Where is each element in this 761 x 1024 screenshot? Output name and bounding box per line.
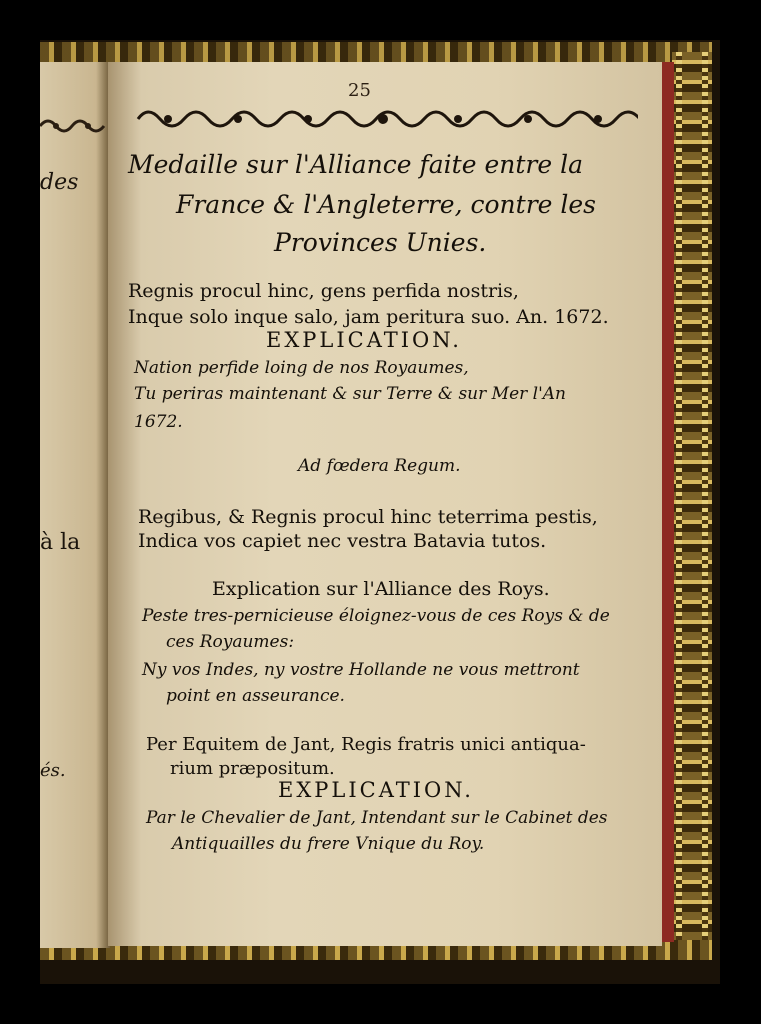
right-page: [108, 62, 662, 946]
title-line: Provinces Unies.: [274, 228, 487, 257]
french-verse-line: Par le Chevalier de Jant, Intendant sur le Cabinet des: [146, 808, 608, 828]
latin-verse-line: Regnis procul hinc, gens perfida nostris,: [128, 280, 519, 302]
french-verse-line: ces Royaumes:: [166, 632, 295, 652]
french-verse-line: Nation perfide loing de nos Royaumes,: [134, 358, 469, 378]
explication-heading: EXPLICATION.: [278, 778, 474, 802]
left-fragment: des: [40, 170, 79, 195]
french-verse-line: Ny vos Indes, ny vostre Hollande ne vous mettront: [142, 660, 580, 680]
page-number: 25: [348, 80, 371, 101]
latin-verse-line: Inque solo inque salo, jam peritura suo. An. 1672.: [128, 306, 609, 328]
left-fragment: és.: [40, 760, 66, 781]
left-page: [40, 62, 110, 948]
title-line: Medaille sur l'Alliance faite entre la: [128, 150, 583, 179]
title-line: France & l'Angleterre, contre les: [176, 190, 597, 219]
gilt-border-top: [40, 42, 712, 64]
french-verse-line: 1672.: [134, 412, 183, 432]
latin-verse-line: rium præpositum.: [170, 758, 335, 779]
left-fragment: à la: [40, 530, 81, 555]
gilt-border-right: [672, 52, 712, 952]
latin-verse-line: Regibus, & Regnis procul hinc teterrima pestis,: [138, 506, 598, 528]
french-verse-line: point en asseurance.: [166, 686, 345, 706]
french-verse-line: Tu periras maintenant & sur Terre & sur Mer l'An: [134, 384, 566, 404]
explication-heading: Explication sur l'Alliance des Roys.: [212, 578, 550, 600]
left-ornament: [40, 114, 110, 138]
latin-verse-line: Indica vos capiet nec vestra Batavia tutos.: [138, 530, 547, 552]
french-verse-line: Antiquailles du frere Vnique du Roy.: [172, 834, 485, 854]
section-heading: Ad fœdera Regum.: [298, 456, 461, 476]
headpiece-ornament: [128, 102, 638, 136]
latin-verse-line: Per Equitem de Jant, Regis fratris unici antiqua-: [146, 734, 586, 755]
french-verse-line: Peste tres-pernicieuse éloignez-vous de ces Roys & de: [142, 606, 610, 626]
explication-heading: EXPLICATION.: [266, 328, 462, 352]
page-edge: [660, 62, 674, 942]
